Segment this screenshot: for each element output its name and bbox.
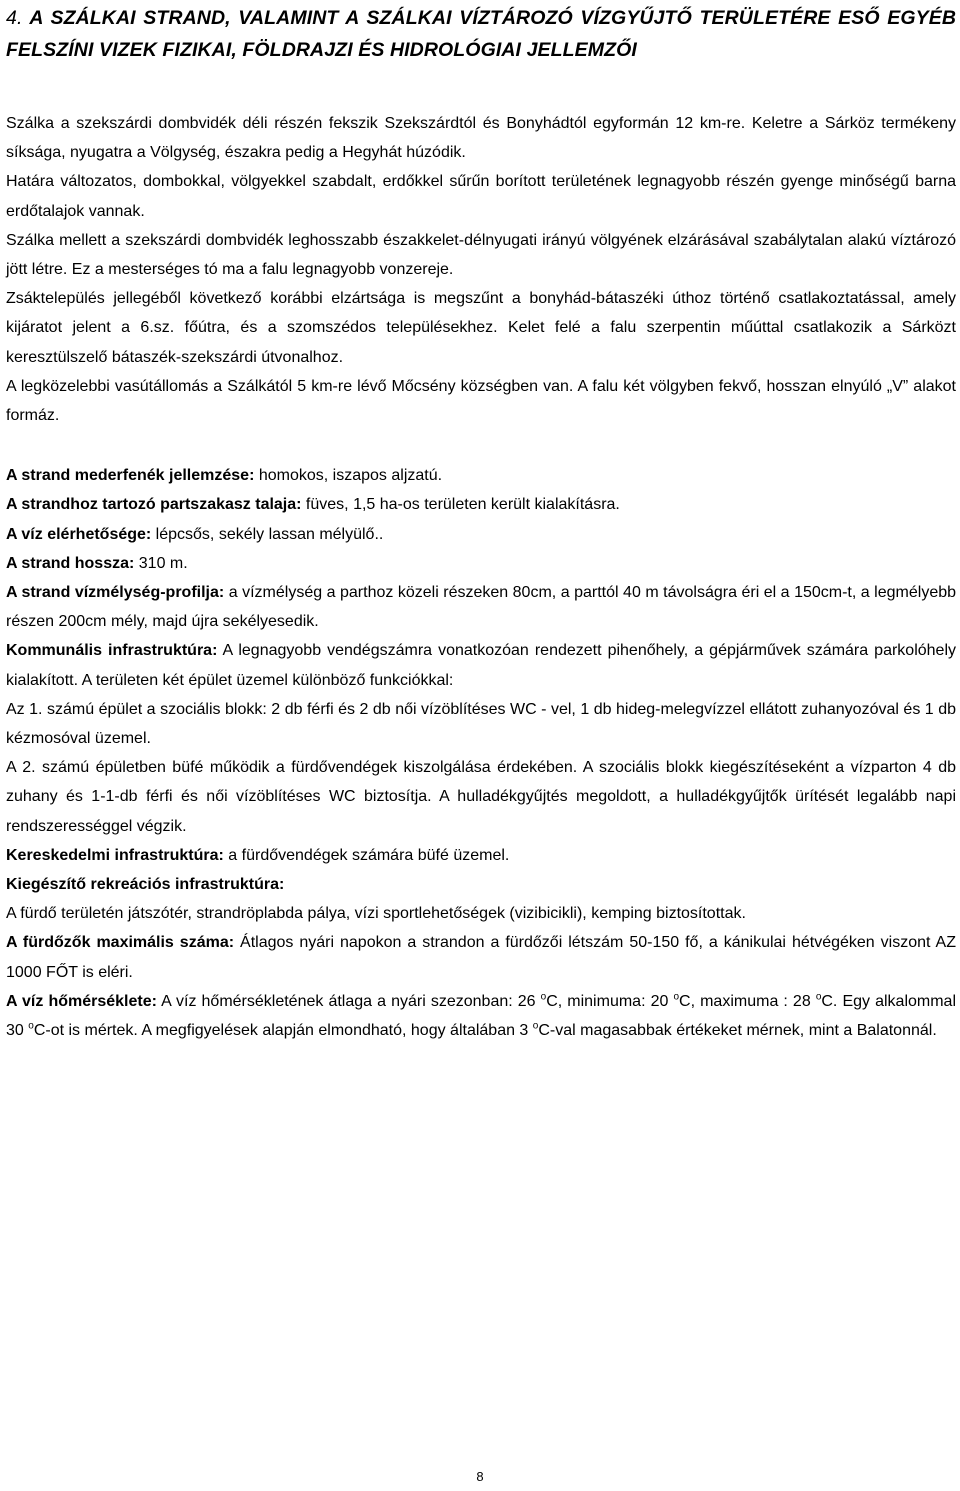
fact-access [6, 520, 956, 549]
fact-length-label: A strand hossza: [6, 554, 135, 572]
temp-text-6: C-val magasabbak értékeket mérnek, mint a Balatonnál. [538, 1022, 937, 1040]
temp-text-2: C, minimuma: 20 [546, 992, 674, 1010]
section-title: A SZÁLKAI STRAND, VALAMINT A SZÁLKAI VÍZTÁROZÓ VÍZGYŰJTŐ TERÜLETÉRE ESŐ EGYÉB FELSZÍNI VIZEK FIZIKAI, FÖLDRAJZI ÉS HIDROLÓGIAI JELLEMZŐI [6, 7, 956, 61]
fact-bed-value: homokos, iszapos aljzatú. [254, 467, 443, 485]
fact-temperature [6, 987, 956, 1045]
fact-recreation-label: Kiegészítő rekreációs infrastruktúra: [6, 876, 285, 894]
degree-sign: o [815, 991, 822, 1003]
paragraph-location: Szálka a szekszárdi dombvidék déli részén fekszik Szekszárdtól és Bonyhádtól egyformán 12 km-re. Keletre a Sárköz termékeny síksága, nyugatra a Völgység, északra pedig a Hegyhát húzódik. [6, 115, 956, 162]
paragraph-reservoir: Szálka mellett a szekszárdi dombvidék leghosszabb északkelet-délnyugati irányú völgyének elzárásával szabálytalan alakú víztározó jött létre. Ez a mesterséges tó ma a falu legnagyobb vonzereje. [6, 231, 956, 279]
section-heading [6, 2, 956, 66]
fact-building-2: A 2. számú épületben büfé működik a fürdővendégek kiszolgálása érdekében. A szociális blokk kiegészítéseként a vízparton 4 db zuhany és 1-1-db férfi és női vízöblítéses WC biztosítja. A hulladékgyűjtés megoldott, a hulladékgyűjtők ürítését legalább napi rendszerességgel végzik. [6, 759, 956, 835]
fact-temperature-label: A víz hőmérséklete: [6, 992, 157, 1010]
section-number: 4. [6, 7, 23, 29]
fact-depth-value: a vízmélység a parthoz közeli részeken 80cm, a parttól 40 m távolságra éri el a 150cm-t, a legmélyebb részen 200cm mély, majd újra sekélyesedik. [6, 584, 957, 631]
temp-text-5: C-ot is mértek. A megfigyelések alapján elmondható, hogy általában 3 [33, 1022, 533, 1040]
fact-bed [6, 461, 956, 490]
fact-access-label: A víz elérhetősége: [6, 525, 152, 543]
fact-commerce-value: a fürdővendégek számára büfé üzemel. [223, 846, 510, 864]
temp-text-3: C, maximuma : 28 [679, 992, 816, 1010]
fact-building-1: Az 1. számú épület a szociális blokk: 2 db férfi és 2 db női vízöblítéses WC - vel, 1 db hideg-melegvízzel ellátott zuhanyozóval és 1 db kézmosóval üzemel. [6, 700, 956, 748]
fact-recreation-value: A fürdő területén játszótér, strandröplabda pálya, vízi sportlehetőségek (vizibicikli), kemping biztosítottak. [6, 905, 746, 923]
fact-shore [6, 490, 956, 519]
fact-length [6, 549, 956, 578]
degree-sign: o [28, 1020, 34, 1032]
fact-shore-value: füves, 1,5 ha-os területen került kialakításra. [301, 496, 620, 514]
fact-recreation-label-line [6, 870, 956, 899]
fact-depth [6, 578, 956, 636]
degree-sign: o [540, 991, 547, 1003]
fact-communal-value: A legnagyobb vendégszámra vonatkozóan rendezett pihenőhely, a gépjárművek számára parkolóhely kialakított. A területen két épület üzemel különböző funkciókkal: [6, 642, 956, 689]
paragraph-soil: Határa változatos, dombokkal, völgyekkel szabdalt, erdőkkel sűrűn borított területének legnagyobb részén gyenge minőségű barna erdőtalajok vannak. [6, 173, 956, 220]
paragraph-roads: Zsáktelepülés jellegéből következő korábbi elzártsága is megszűnt a bonyhád-bátaszéki úthoz történő csatlakoztatással, amely kijáratot jelent a 6.sz. főútra, és a szomszédos településekhez. Kelet felé a falu szerpentin műúttal csatlakozik a Sárközt keresztülszelő bátaszék-szekszárdi útvonalhoz. [6, 290, 956, 366]
degree-sign: o [673, 991, 680, 1003]
document-page [6, 0, 956, 1045]
fact-communal [6, 636, 956, 694]
temp-text-1: A víz hőmérsékletének átlaga a nyári szezonban: 26 [156, 992, 541, 1010]
fact-shore-label: A strandhoz tartozó partszakasz talaja: [6, 496, 302, 514]
degree-sign: o [532, 1020, 539, 1032]
fact-length-value: 310 m. [134, 554, 188, 572]
fact-access-value: lépcsős, sekély lassan mélyülő.. [151, 525, 384, 543]
fact-bed-label: A strand mederfenék jellemzése: [6, 467, 255, 485]
fact-communal-label: Kommunális infrastruktúra: [6, 642, 218, 660]
temp-text-4: C. Egy alkalommal 30 [6, 992, 957, 1040]
fact-commerce-label: Kereskedelmi infrastruktúra: [6, 846, 224, 864]
fact-visitors-value: Átlagos nyári napokon a strandon a fürdőzői létszám 50-150 fő, a kánikulai hétvégéken viszont AZ 1000 FŐT is eléri. [6, 934, 956, 981]
fact-depth-label: A strand vízmélység-profilja: [6, 584, 225, 602]
paragraph-railway: A legközelebbi vasútállomás a Szálkától 5 km-re lévő Mőcsény községben van. A falu két völgyben fekvő, hosszan elnyúló „V” alakot formáz. [6, 377, 956, 425]
fact-commerce [6, 841, 956, 870]
fact-visitors [6, 928, 956, 986]
page-number: 8 [476, 1469, 484, 1484]
fact-visitors-label: A fürdőzők maximális száma: [6, 934, 235, 952]
